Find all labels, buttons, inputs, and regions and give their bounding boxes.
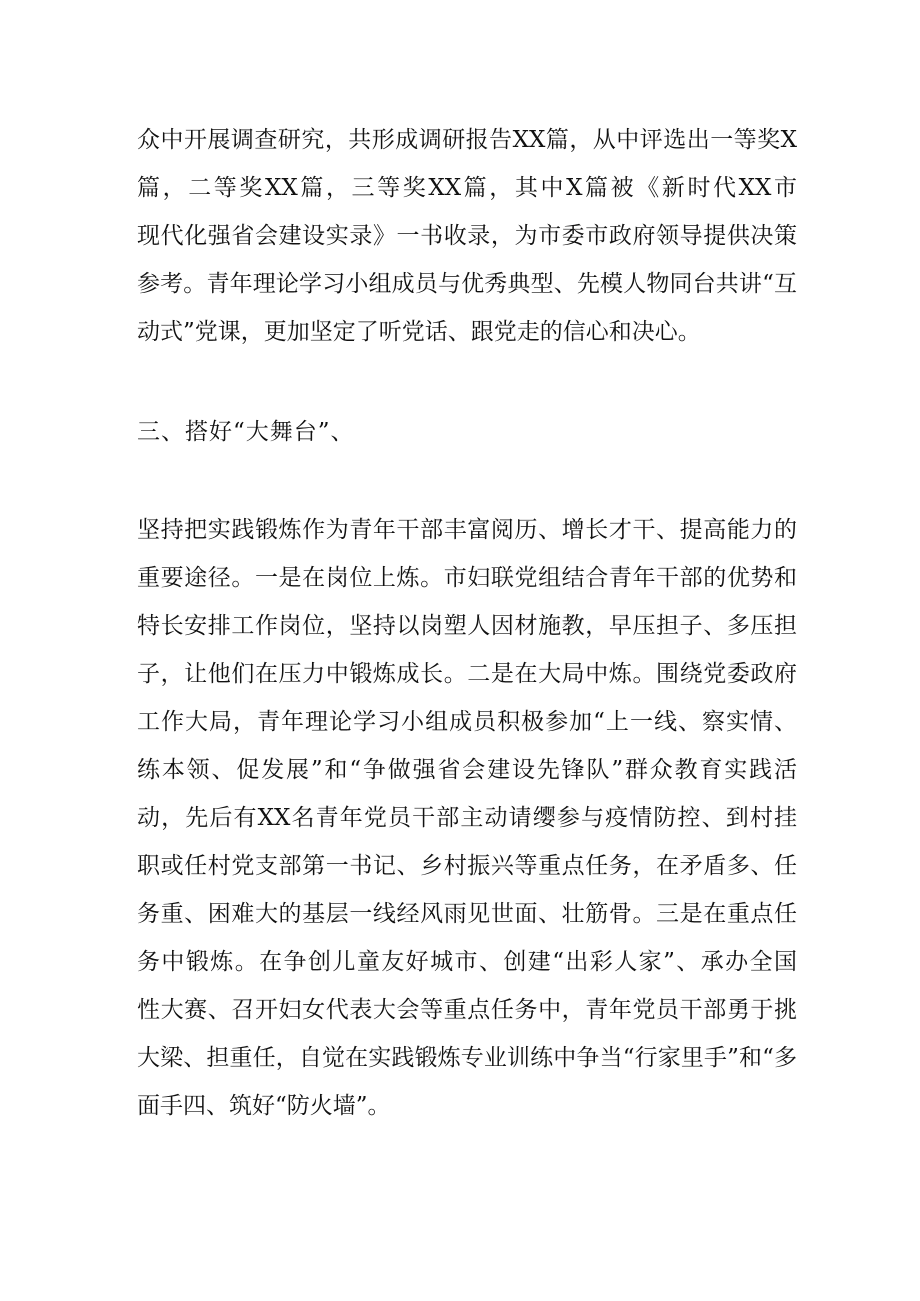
paragraph-1-line-4: 参考。青年理论学习小组成员与优秀典型、先模人物同台共讲“互 <box>137 271 797 297</box>
paragraph-1-line-3: 现代化强省会建设实录》一书收录，为市委市政府领导提供决策 <box>137 223 797 249</box>
paragraph-2-line-5: 工作大局，青年理论学习小组成员积极参加“上一线、察实情、 <box>137 709 797 735</box>
paragraph-1-line-5: 动式”党课，更加坚定了听党话、跟党走的信心和决心。 <box>137 319 701 345</box>
paragraph-2-line-13: 面手四、筑好“防火墙”。 <box>137 1093 391 1119</box>
paragraph-2-line-1: 坚持把实践锻炼作为青年干部丰富阅历、增长才干、提高能力的 <box>137 517 797 543</box>
paragraph-2-line-12: 大梁、担重任，自觉在实践锻炼专业训练中争当“行家里手”和“多 <box>137 1045 797 1071</box>
paragraph-2-line-2: 重要途径。一是在岗位上炼。市妇联党组结合青年干部的优势和 <box>137 565 797 591</box>
paragraph-2-line-3: 特长安排工作岗位，坚持以岗塑人因材施教，早压担子、多压担 <box>137 613 797 639</box>
paragraph-2-line-4: 子，让他们在压力中锻炼成长。二是在大局中炼。围绕党委政府 <box>137 661 797 687</box>
paragraph-2-line-11: 性大赛、召开妇女代表大会等重点任务中，青年党员干部勇于挑 <box>137 997 797 1023</box>
paragraph-2-line-6: 练本领、促发展”和“争做强省会建设先锋队”群众教育实践活 <box>137 757 797 783</box>
paragraph-1-line-1: 众中开展调查研究，共形成调研报告XX篇，从中评选出一等奖X <box>137 127 797 153</box>
paragraph-2-line-7: 动，先后有XX名青年党员干部主动请缨参与疫情防控、到村挂 <box>137 805 797 831</box>
paragraph-2-line-9: 务重、困难大的基层一线经风雨见世面、壮筋骨。三是在重点任 <box>137 901 797 927</box>
section-heading: 三、搭好“大舞台”、 <box>137 419 355 445</box>
paragraph-1-line-2: 篇，二等奖XX篇，三等奖XX篇，其中X篇被《新时代XX市 <box>137 175 797 201</box>
paragraph-2-line-10: 务中锻炼。在争创儿童友好城市、创建“出彩人家”、承办全国 <box>137 949 797 975</box>
paragraph-2-line-8: 职或任村党支部第一书记、乡村振兴等重点任务，在矛盾多、任 <box>137 853 797 879</box>
